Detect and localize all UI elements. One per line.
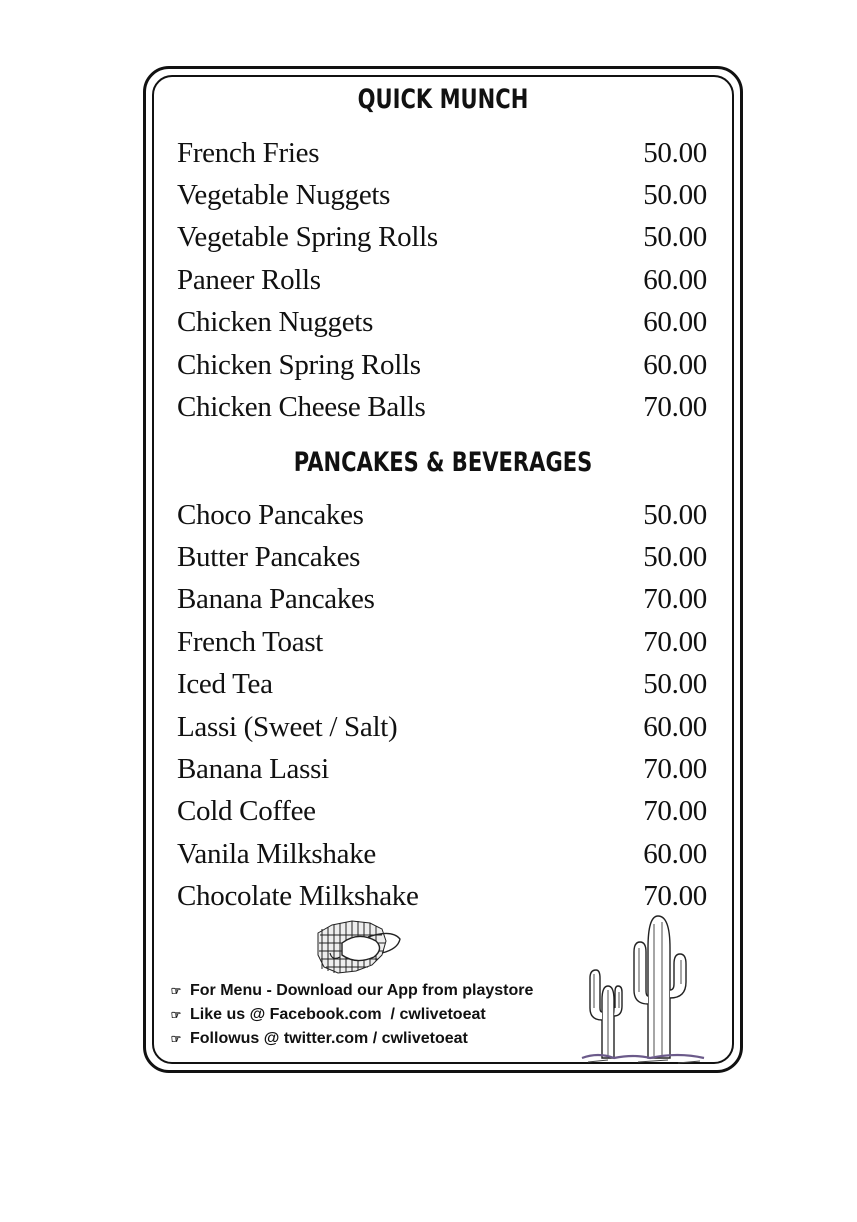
item-name: Vegetable Nuggets <box>177 179 391 212</box>
item-price: 60.00 <box>643 263 707 296</box>
item-price: 70.00 <box>643 880 707 913</box>
item-price: 60.00 <box>643 837 707 870</box>
menu-item <box>177 302 707 344</box>
item-name: Banana Lassi <box>177 753 329 786</box>
item-price: 70.00 <box>643 795 707 828</box>
item-name: Chicken Nuggets <box>177 306 374 339</box>
footer-text: Like us @ Facebook.com / cwlivetoeat <box>190 1006 486 1023</box>
menu-list-pancakes-beverages <box>177 494 707 918</box>
footer-text: Followus @ twitter.com / cwlivetoeat <box>190 1030 468 1047</box>
menu-item <box>177 132 707 174</box>
item-name: Cold Coffee <box>177 795 316 828</box>
item-price: 70.00 <box>643 753 707 786</box>
menu-item <box>177 386 707 428</box>
menu-item <box>177 536 707 578</box>
footer-text: For Menu - Download our App from playstore <box>190 982 534 999</box>
item-price: 50.00 <box>643 498 707 531</box>
menu-item <box>177 706 707 748</box>
item-name: Chocolate Milkshake <box>177 880 419 913</box>
item-name: Iced Tea <box>177 668 273 701</box>
item-name: Butter Pancakes <box>177 541 361 574</box>
item-name: French Fries <box>177 136 320 169</box>
footer-info-list <box>168 979 533 1051</box>
item-name: Choco Pancakes <box>177 498 364 531</box>
section-title-pancakes-beverages: PANCAKES & BEVERAGES <box>293 447 593 478</box>
footer-line-menu-app <box>168 979 533 1003</box>
menu-item <box>177 579 707 621</box>
item-price: 50.00 <box>643 136 707 169</box>
menu-item <box>177 217 707 259</box>
menu-item <box>177 344 707 386</box>
pointing-hand-icon: ☞ <box>170 1032 182 1046</box>
menu-item <box>177 621 707 663</box>
item-price: 50.00 <box>643 541 707 574</box>
menu-item <box>177 174 707 216</box>
footer-line-facebook <box>168 1003 533 1027</box>
item-price: 60.00 <box>643 710 707 743</box>
item-price: 50.00 <box>643 668 707 701</box>
menu-item <box>177 791 707 833</box>
item-price: 70.00 <box>643 391 707 424</box>
menu-item <box>177 494 707 536</box>
item-name: Vanila Milkshake <box>177 837 376 870</box>
menu-item <box>177 259 707 301</box>
item-price: 70.00 <box>643 625 707 658</box>
pointing-hand-icon: ☞ <box>170 984 182 998</box>
item-price: 60.00 <box>643 348 707 381</box>
item-price: 70.00 <box>643 583 707 616</box>
item-name: Paneer Rolls <box>177 263 321 296</box>
section-title-quick-munch: QUICK MUNCH <box>357 84 529 115</box>
pointing-hand-icon: ☞ <box>170 1008 182 1022</box>
item-price: 50.00 <box>643 221 707 254</box>
footer-line-twitter <box>168 1027 533 1051</box>
item-price: 50.00 <box>643 179 707 212</box>
item-name: Chicken Cheese Balls <box>177 391 426 424</box>
item-name: Vegetable Spring Rolls <box>177 221 438 254</box>
cowboy-hat-illustration <box>312 915 404 977</box>
item-price: 60.00 <box>643 306 707 339</box>
menu-list-quick-munch <box>177 132 707 429</box>
item-name: Chicken Spring Rolls <box>177 348 421 381</box>
item-name: Banana Pancakes <box>177 583 375 616</box>
menu-item <box>177 833 707 875</box>
item-name: French Toast <box>177 625 324 658</box>
cactus-illustration <box>578 908 708 1066</box>
menu-item <box>177 748 707 790</box>
item-name: Lassi (Sweet / Salt) <box>177 710 398 743</box>
menu-item <box>177 664 707 706</box>
